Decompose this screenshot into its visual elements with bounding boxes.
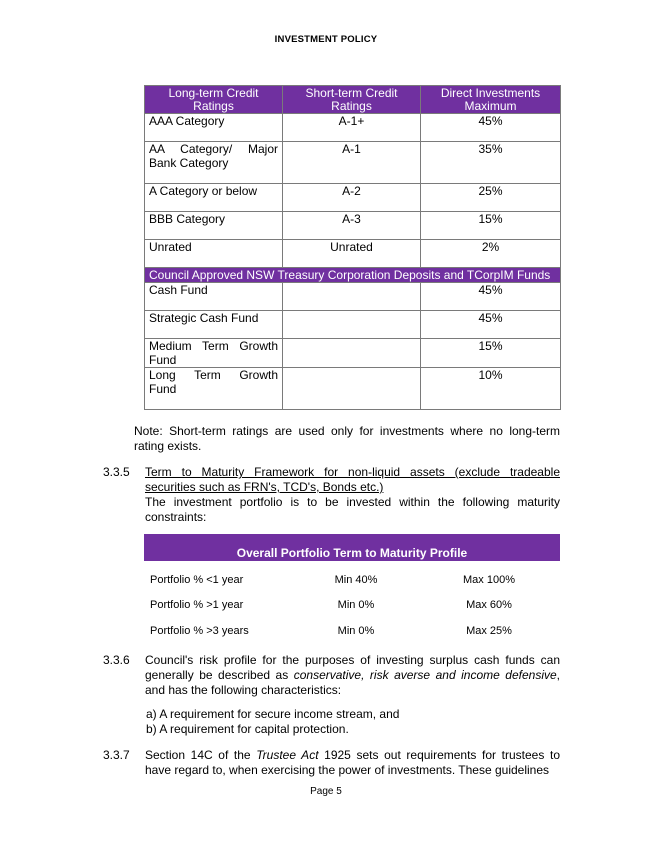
- short-term-cell: Unrated: [283, 240, 421, 268]
- maturity-row: [144, 574, 560, 588]
- section-text-italic: conservative, risk averse and income defensive: [293, 668, 557, 682]
- list-item: b) A requirement for capital protection.: [146, 722, 349, 736]
- column-header-short-term: Short-term Credit Ratings: [283, 86, 421, 114]
- long-term-cell: BBB Category: [145, 212, 283, 240]
- table-row: [145, 311, 561, 339]
- long-term-cell: AA Category/ Major Bank Category: [145, 142, 283, 184]
- maturity-label: Portfolio % <1 year: [150, 574, 244, 586]
- short-term-cell: A-3: [283, 212, 421, 240]
- credit-ratings-table: [144, 85, 561, 410]
- column-header-maximum: Direct Investments Maximum: [421, 86, 561, 114]
- fund-name-cell: Cash Fund: [145, 283, 283, 311]
- maturity-max: Max 25%: [466, 625, 512, 637]
- page-number: Page 5: [310, 786, 342, 797]
- short-term-cell: A-2: [283, 184, 421, 212]
- fund-name-cell: Strategic Cash Fund: [145, 311, 283, 339]
- section-number: 3.3.5: [103, 465, 130, 479]
- section-text-italic: Trustee Act: [256, 748, 319, 762]
- long-term-cell: AAA Category: [145, 114, 283, 142]
- maximum-cell: 10%: [421, 368, 561, 410]
- list-item: a) A requirement for secure income stream, and: [146, 707, 400, 721]
- section-text: 1925 sets out requirements for trustees to have regard to, when exercising the power of investments. These guidelines: [145, 748, 560, 777]
- section-text: Council's risk profile for the purposes of investing surplus cash funds can generally be described as: [145, 653, 560, 682]
- long-term-cell: A Category or below: [145, 184, 283, 212]
- section-heading: Term to Maturity Framework for non-liquid assets (exclude tradeable securities such as FRN's, TCD's, Bonds etc.): [145, 465, 560, 494]
- short-term-cell: [283, 283, 421, 311]
- section-number: 3.3.6: [103, 653, 130, 667]
- table-row: [145, 240, 561, 268]
- table-row: [145, 339, 561, 368]
- short-term-note: Note: Short-term ratings are used only for investments where no long-term rating exists.: [134, 424, 560, 453]
- maximum-cell: 15%: [421, 339, 561, 368]
- fund-name-cell: Medium Term Growth Fund: [145, 339, 283, 368]
- maximum-cell: 45%: [421, 114, 561, 142]
- section-body: The investment portfolio is to be invested within the following maturity constraints:: [145, 495, 560, 524]
- document-header: INVESTMENT POLICY: [274, 34, 378, 45]
- long-term-cell: Unrated: [145, 240, 283, 268]
- maturity-min: Min 0%: [337, 599, 375, 611]
- maturity-profile-title: Overall Portfolio Term to Maturity Profile: [144, 534, 560, 561]
- maturity-max: Max 60%: [466, 599, 512, 611]
- section-3-3-5: [145, 465, 560, 525]
- section-text: , and has the following characteristics:: [145, 668, 560, 697]
- maturity-label: Portfolio % >1 year: [150, 599, 244, 611]
- table-header-row: [145, 86, 561, 114]
- fund-name-cell: Long Term Growth Fund: [145, 368, 283, 410]
- short-term-cell: [283, 311, 421, 339]
- section-3-3-7: [145, 748, 560, 778]
- maturity-row: [144, 625, 560, 639]
- section-number: 3.3.7: [103, 748, 130, 762]
- short-term-cell: A-1: [283, 142, 421, 184]
- maximum-cell: 25%: [421, 184, 561, 212]
- maturity-row: [144, 599, 560, 613]
- short-term-cell: A-1+: [283, 114, 421, 142]
- section-text: Section 14C of the: [145, 748, 257, 762]
- maximum-cell: 2%: [421, 240, 561, 268]
- maturity-min: Min 0%: [337, 625, 375, 637]
- maximum-cell: 45%: [421, 283, 561, 311]
- table-row: [145, 283, 561, 311]
- maturity-max: Max 100%: [463, 574, 515, 586]
- section-header-row: [145, 268, 561, 283]
- table-row: [145, 184, 561, 212]
- maximum-cell: 45%: [421, 311, 561, 339]
- maximum-cell: 15%: [421, 212, 561, 240]
- section-header-tcorp: Council Approved NSW Treasury Corporation Deposits and TCorpIM Funds: [145, 268, 561, 283]
- maturity-label: Portfolio % >3 years: [150, 625, 249, 637]
- short-term-cell: [283, 339, 421, 368]
- table-row: [145, 142, 561, 184]
- column-header-long-term: Long-term Credit Ratings: [145, 86, 283, 114]
- table-row: [145, 212, 561, 240]
- short-term-cell: [283, 368, 421, 410]
- maximum-cell: 35%: [421, 142, 561, 184]
- table-row: [145, 368, 561, 410]
- table-row: [145, 114, 561, 142]
- section-3-3-6: [145, 653, 560, 698]
- maturity-min: Min 40%: [334, 574, 378, 586]
